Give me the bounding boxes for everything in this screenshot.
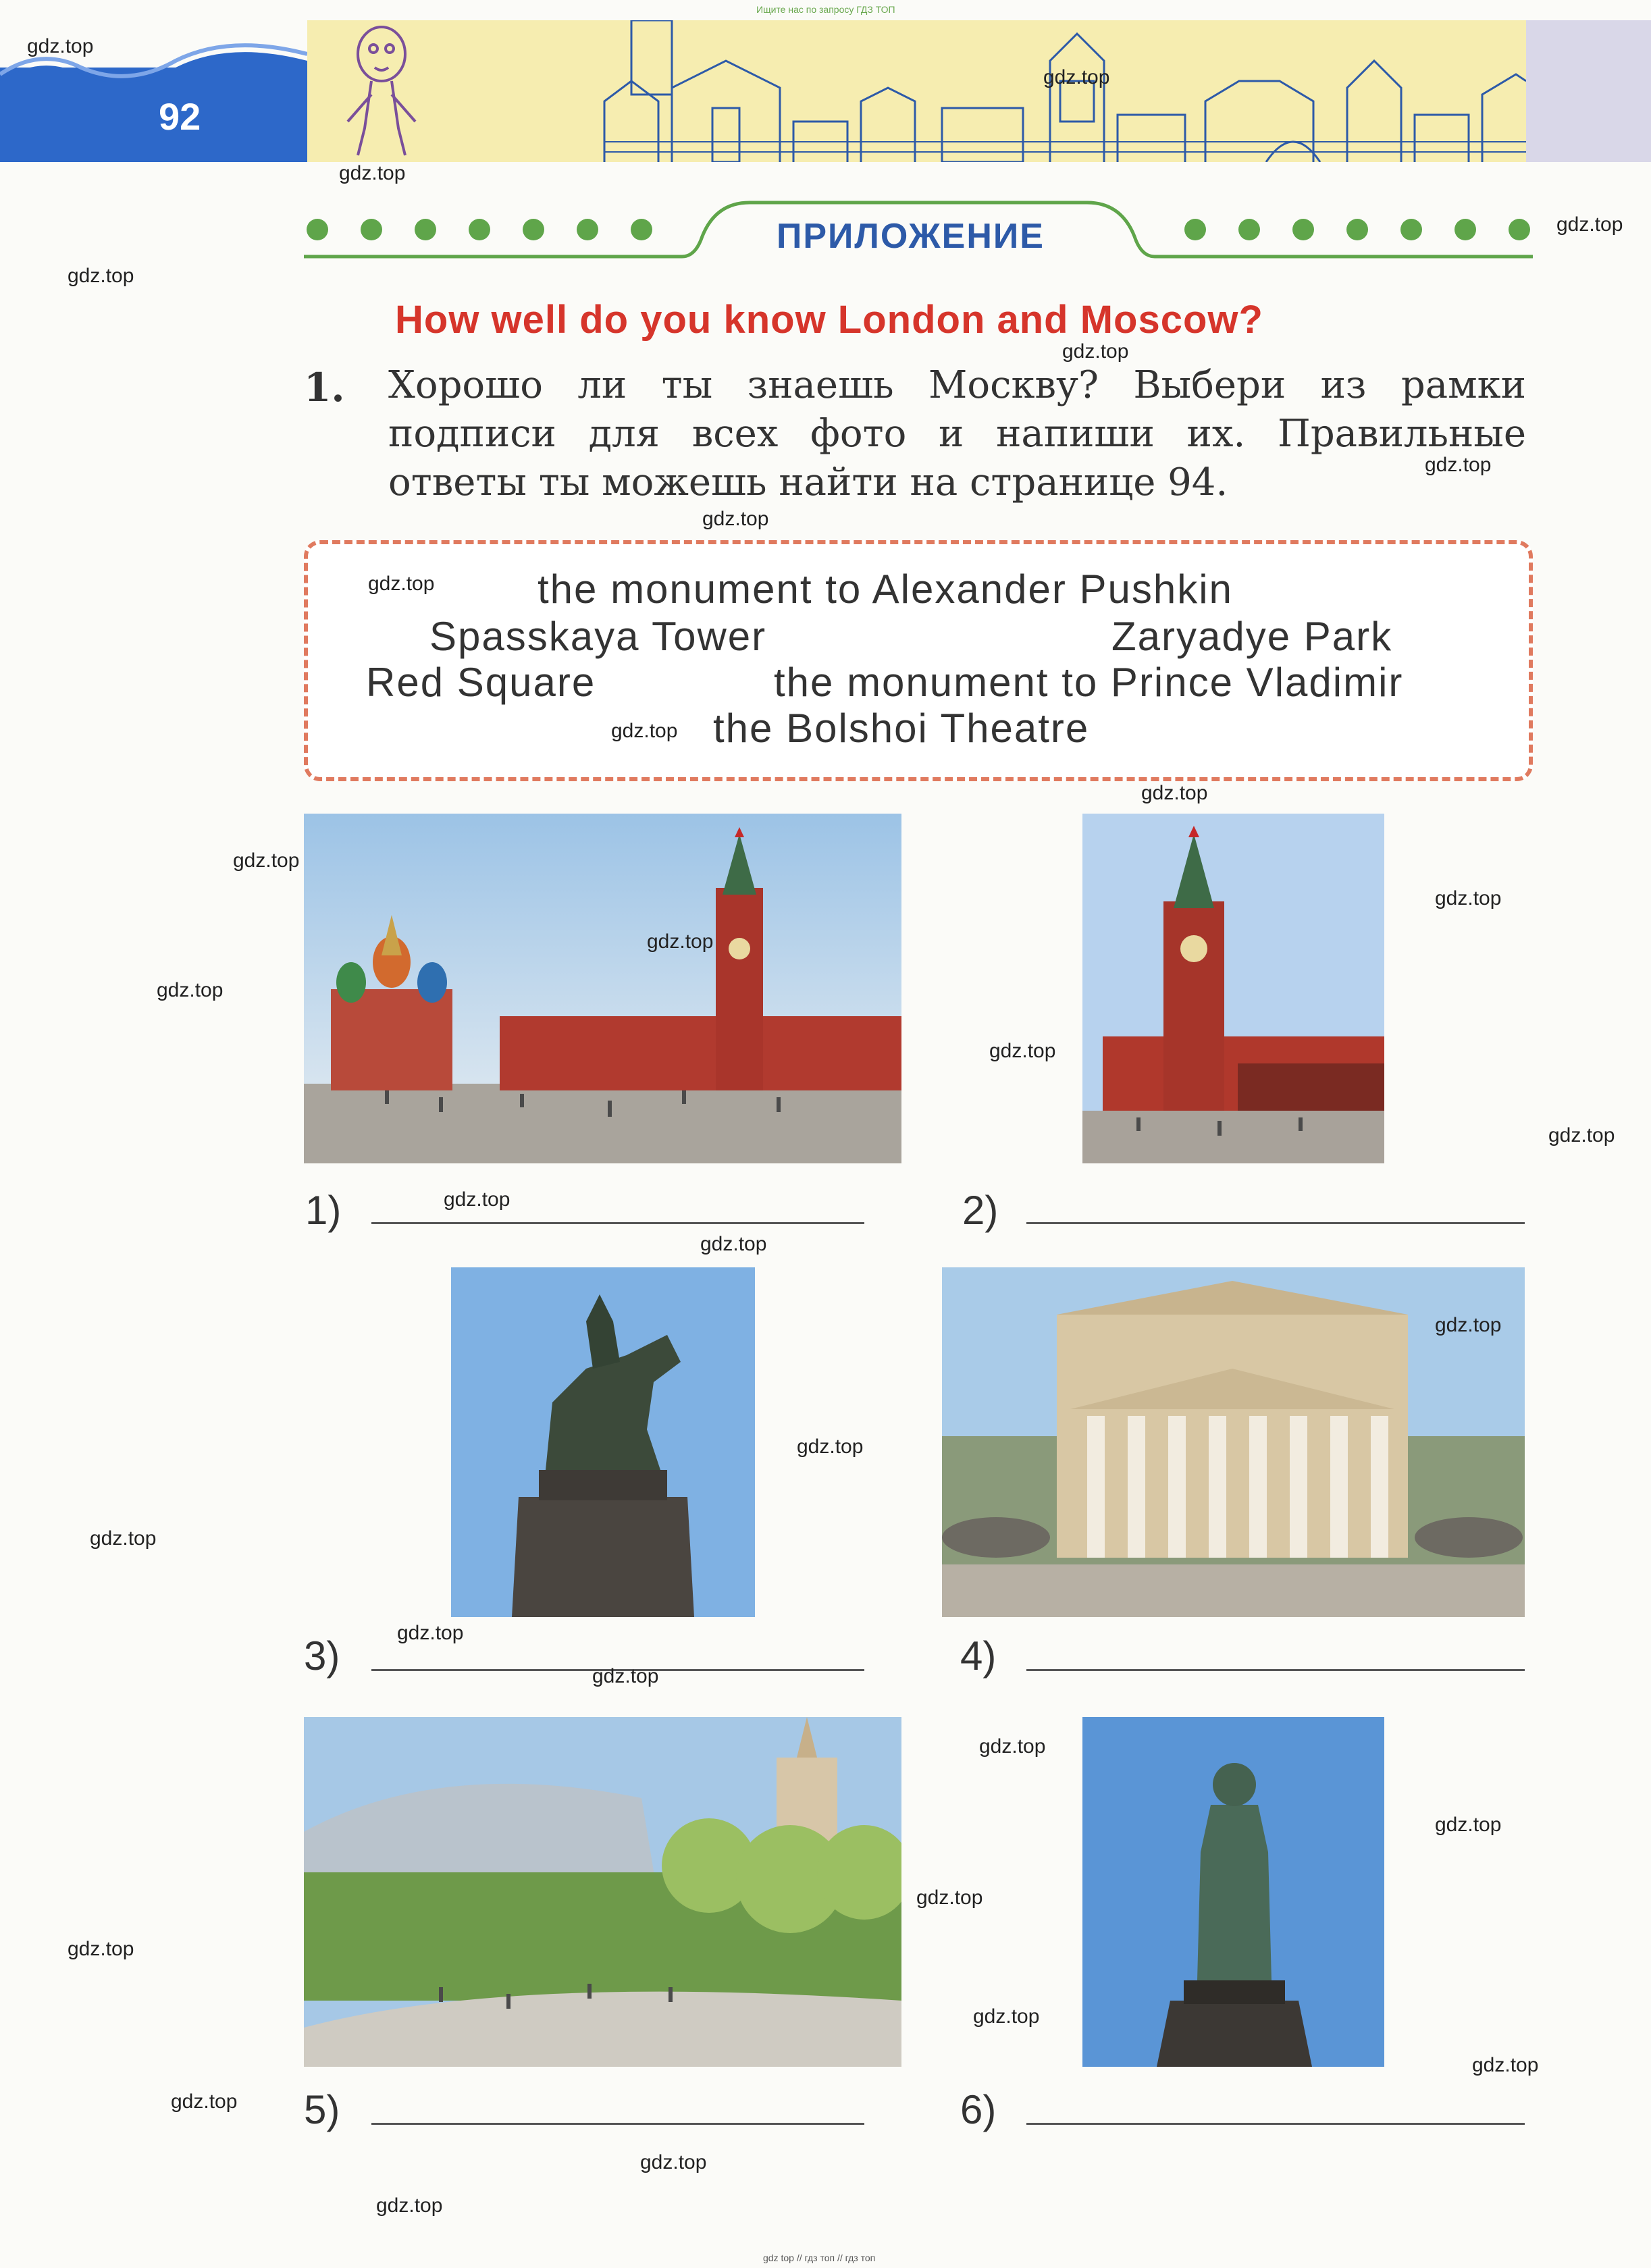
header-right-panel bbox=[1526, 20, 1651, 162]
answer-line-5[interactable] bbox=[371, 2123, 864, 2125]
watermark: gdz.top bbox=[647, 930, 714, 953]
watermark: gdz.top bbox=[1435, 1814, 1502, 1836]
answer-line-4[interactable] bbox=[1026, 1669, 1525, 1671]
watermark: gdz.top bbox=[797, 1435, 864, 1458]
word-option: Spasskaya Tower bbox=[429, 614, 767, 659]
watermark: gdz.top bbox=[611, 720, 678, 742]
bottom-note: gdz top // гдз топ // гдз топ bbox=[763, 2252, 876, 2263]
watermark: gdz.top bbox=[979, 1735, 1046, 1758]
header-illustration bbox=[307, 20, 1526, 162]
answer-line-1[interactable] bbox=[371, 1222, 864, 1224]
answer-label-6: 6) bbox=[960, 2087, 997, 2132]
word-option: the monument to Alexander Pushkin bbox=[538, 566, 1233, 612]
watermark: gdz.top bbox=[1548, 1124, 1615, 1146]
red-square-photo bbox=[304, 814, 901, 1163]
answer-label-3: 3) bbox=[304, 1633, 340, 1679]
watermark: gdz.top bbox=[700, 1233, 767, 1255]
answer-line-6[interactable] bbox=[1026, 2123, 1525, 2125]
word-option: the Bolshoi Theatre bbox=[713, 706, 1090, 751]
watermark: gdz.top bbox=[1472, 2054, 1539, 2076]
prince-vladimir-monument-photo bbox=[451, 1267, 755, 1617]
city-skyline-icon bbox=[307, 20, 1526, 162]
word-option: Zaryadye Park bbox=[1111, 614, 1393, 659]
pushkin-monument-photo bbox=[1082, 1717, 1384, 2067]
watermark: gdz.top bbox=[368, 573, 435, 595]
watermark: gdz.top bbox=[1435, 1314, 1502, 1336]
watermark: gdz.top bbox=[233, 849, 300, 872]
watermark: gdz.top bbox=[592, 1665, 659, 1687]
watermark: gdz.top bbox=[702, 508, 769, 530]
exercise-subtitle: How well do you know London and Moscow? bbox=[395, 298, 1263, 342]
watermark: gdz.top bbox=[1435, 887, 1502, 909]
watermark: gdz.top bbox=[171, 2090, 238, 2113]
task-text: Хорошо ли ты знаешь Москву? Выбери из рамки подписи для всех фото и напиши их. Правильные ответы ты можешь найти на странице 94. bbox=[388, 363, 1526, 504]
watermark: gdz.top bbox=[157, 979, 224, 1001]
watermark: gdz.top bbox=[1141, 782, 1208, 804]
watermark: gdz.top bbox=[1062, 340, 1129, 363]
watermark: gdz.top bbox=[640, 2151, 707, 2173]
task-number: 1. bbox=[304, 365, 345, 411]
watermark: gdz.top bbox=[68, 1938, 134, 1960]
word-option: Red Square bbox=[366, 660, 596, 705]
answer-line-2[interactable] bbox=[1026, 1222, 1525, 1224]
page-number: 92 bbox=[159, 95, 201, 138]
watermark: gdz.top bbox=[444, 1188, 510, 1211]
watermark: gdz.top bbox=[916, 1887, 983, 1909]
watermark: gdz.top bbox=[1425, 454, 1492, 476]
zaryadye-park-photo bbox=[304, 1717, 901, 2067]
word-box bbox=[304, 540, 1533, 781]
answer-label-4: 4) bbox=[960, 1633, 997, 1679]
watermark: gdz.top bbox=[376, 2194, 443, 2217]
watermark: gdz.top bbox=[27, 35, 94, 57]
word-option: the monument to Prince Vladimir bbox=[774, 660, 1404, 705]
answer-label-2: 2) bbox=[962, 1188, 999, 1233]
watermark: gdz.top bbox=[397, 1622, 464, 1644]
spasskaya-tower-photo bbox=[1082, 814, 1384, 1163]
answer-label-5: 5) bbox=[304, 2087, 340, 2132]
answer-label-1: 1) bbox=[305, 1188, 342, 1233]
watermark: gdz.top bbox=[90, 1527, 157, 1550]
section-title: ПРИЛОЖЕНИЕ bbox=[777, 217, 1045, 256]
watermark: gdz.top bbox=[68, 265, 134, 287]
watermark: gdz.top bbox=[1556, 213, 1623, 236]
watermark: gdz.top bbox=[339, 162, 406, 184]
watermark: gdz.top bbox=[973, 2005, 1040, 2028]
top-note: Ищите нас по запросу ГДЗ ТОП bbox=[756, 4, 895, 15]
watermark: gdz.top bbox=[1043, 66, 1110, 88]
watermark: gdz.top bbox=[989, 1040, 1056, 1062]
